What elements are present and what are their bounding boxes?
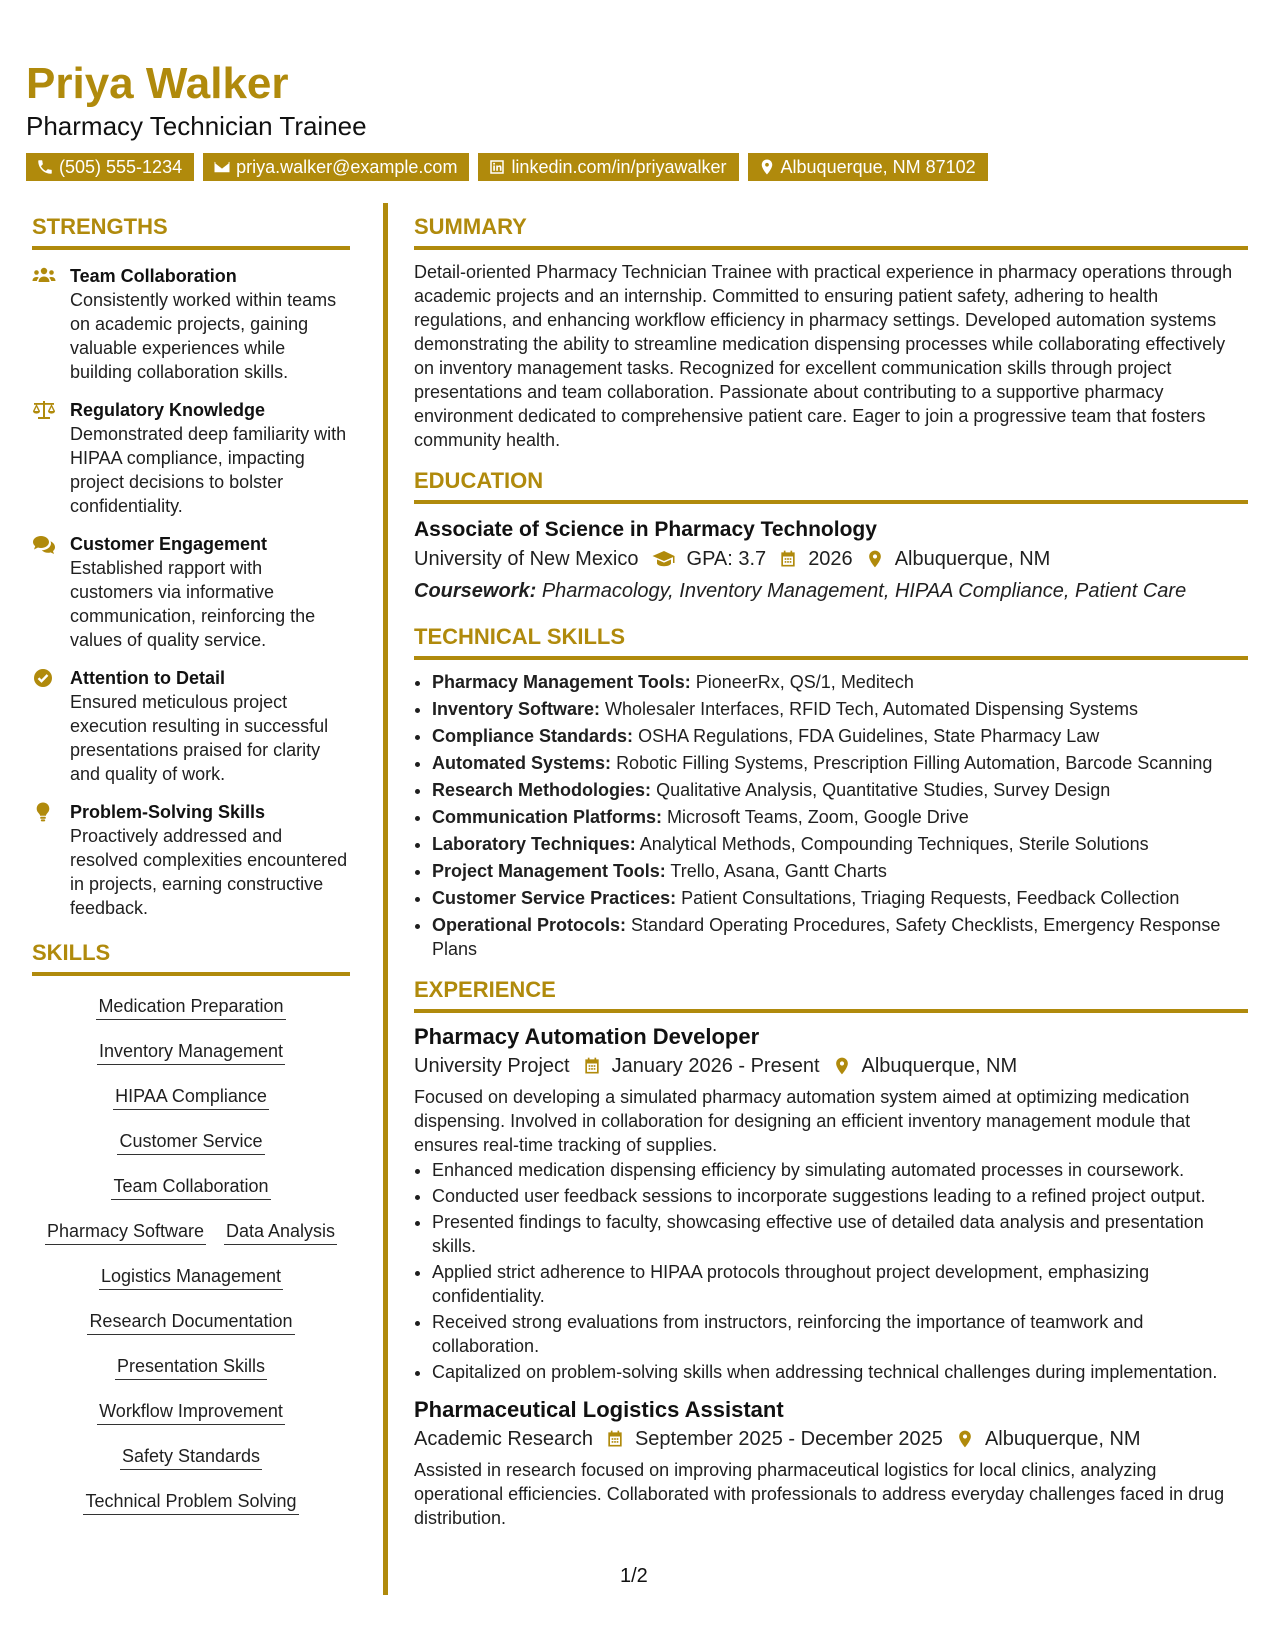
list-item bbox=[432, 886, 1248, 910]
calendar-icon bbox=[778, 549, 798, 569]
contact-linkedin-text: linkedin.com/in/priyawalker bbox=[511, 157, 727, 177]
list-item: • Conducted user feedback sessions to incorporate suggestions leading to a refined project output. bbox=[432, 1184, 1248, 1208]
job-dates: September 2025 - December 2025 bbox=[634, 1428, 943, 1450]
list-item bbox=[432, 751, 1248, 775]
list-item bbox=[432, 778, 1248, 802]
technical-skills-list bbox=[414, 670, 1248, 961]
contact-phone-text: (505) 555-1234 bbox=[59, 157, 183, 177]
job-meta bbox=[414, 1051, 1248, 1081]
scale-icon bbox=[32, 400, 56, 420]
strength-item bbox=[32, 398, 350, 518]
school-location: Albuquerque, NM bbox=[894, 548, 1051, 570]
tech-label: Automated Systems: bbox=[432, 753, 612, 773]
job-description: Focused on developing a simulated pharmacy automation system aimed at optimizing medication dispensing. Involved in collaboration for designing an efficient inventory management module that ensures real-time tracking of supplies. bbox=[414, 1087, 1191, 1155]
strength-item bbox=[32, 532, 350, 652]
tech-label: Laboratory Techniques: bbox=[432, 834, 636, 854]
list-item bbox=[432, 670, 1248, 694]
linkedin-icon bbox=[488, 158, 506, 176]
list-item bbox=[432, 859, 1248, 883]
experience-heading: EXPERIENCE bbox=[414, 979, 1248, 1013]
contact-linkedin[interactable] bbox=[478, 153, 738, 181]
technical-skills-heading: TECHNICAL SKILLS bbox=[414, 626, 1248, 660]
skill-tag: HIPAA Compliance bbox=[113, 1084, 269, 1110]
strength-title: Problem-Solving Skills bbox=[70, 802, 266, 822]
column-divider bbox=[383, 203, 388, 1595]
list-item bbox=[432, 913, 1248, 961]
job-title: Pharmaceutical Logistics Assistant bbox=[414, 1397, 784, 1422]
skills-list bbox=[32, 994, 350, 1534]
graduation-cap-icon bbox=[651, 549, 677, 569]
page-number: 1/2 bbox=[620, 1565, 648, 1587]
tech-value: OSHA Regulations, FDA Guidelines, State Pharmacy Law bbox=[638, 726, 1100, 746]
summary-text: Detail-oriented Pharmacy Technician Trainee with practical experience in pharmacy operations through academic projects and an internship. Committed to ensuring patient safety, adhering to health regulations, and enhancing workflow efficiency in pharmacy settings. Developed automation systems demonstrating the ability to streamline medication dispensing processes while collaborating effectively on inventory management tasks. Recognized for excellent communication skills through project presentations and team collaboration. Passionate about contributing to a supportive pharmacy environment dedicated to comprehensive patient care. Eager to join a progressive team that fosters community health. bbox=[414, 262, 1233, 450]
tech-label: Inventory Software: bbox=[432, 699, 601, 719]
candidate-name: Priya Walker bbox=[26, 59, 289, 108]
coursework-label: Coursework: bbox=[414, 580, 537, 602]
list-item bbox=[432, 805, 1248, 829]
strength-desc: Proactively addressed and resolved complexities encountered in projects, earning constructive feedback. bbox=[70, 826, 348, 918]
coursework-list: Pharmacology, Inventory Management, HIPAA Compliance, Patient Care bbox=[541, 580, 1187, 602]
job-description: Assisted in research focused on improving pharmaceutical logistics for local clinics, analyzing operational efficiencies. Collaborated with professionals to address everyday challenges faced in drug distribution. bbox=[414, 1460, 1225, 1528]
job-title: Pharmacy Automation Developer bbox=[414, 1024, 760, 1049]
skill-tag: Inventory Management bbox=[97, 1039, 285, 1065]
phone-icon bbox=[36, 158, 54, 176]
skill-tag: Logistics Management bbox=[99, 1264, 283, 1290]
gpa: GPA: 3.7 bbox=[686, 548, 767, 570]
list-item: • Applied strict adherence to HIPAA protocols throughout project development, emphasizing confidentiality. bbox=[432, 1260, 1248, 1308]
strength-title: Attention to Detail bbox=[70, 668, 225, 688]
job-bullets bbox=[414, 1158, 1248, 1384]
tech-label: Pharmacy Management Tools: bbox=[432, 672, 691, 692]
tech-value: Qualitative Analysis, Quantitative Studies, Survey Design bbox=[656, 780, 1111, 800]
skill-tag: Data Analysis bbox=[224, 1219, 337, 1245]
strength-desc: Demonstrated deep familiarity with HIPAA compliance, impacting project decisions to bolster confidentiality. bbox=[70, 424, 347, 516]
calendar-icon bbox=[605, 1429, 625, 1449]
list-item: • Presented findings to faculty, showcasing effective use of detailed data analysis and presentation skills. bbox=[432, 1210, 1248, 1258]
tech-label: Research Methodologies: bbox=[432, 780, 652, 800]
strength-desc: Established rapport with customers via informative communication, reinforcing the values of quality service. bbox=[70, 558, 316, 650]
comments-icon bbox=[32, 534, 56, 554]
job-dates: January 2026 - Present bbox=[611, 1055, 820, 1077]
job-org: University Project bbox=[414, 1055, 570, 1077]
lightbulb-icon bbox=[32, 802, 56, 822]
job-meta bbox=[414, 1424, 1248, 1454]
check-circle-icon bbox=[32, 668, 56, 688]
skill-tag: Team Collaboration bbox=[111, 1174, 270, 1200]
contact-email[interactable] bbox=[203, 153, 469, 181]
skill-tag: Medication Preparation bbox=[96, 994, 285, 1020]
skill-tag: Research Documentation bbox=[87, 1309, 294, 1335]
strength-desc: Consistently worked within teams on academic projects, gaining valuable experiences while building collaboration skills. bbox=[70, 290, 337, 382]
tech-value: Patient Consultations, Triaging Requests, Feedback Collection bbox=[681, 888, 1180, 908]
strength-desc: Ensured meticulous project execution resulting in successful presentations praised for clarity and quality of work. bbox=[70, 692, 329, 784]
users-icon bbox=[32, 266, 56, 286]
skill-tag: Pharmacy Software bbox=[45, 1219, 206, 1245]
tech-value: Analytical Methods, Compounding Techniques, Sterile Solutions bbox=[639, 834, 1149, 854]
skill-tag: Safety Standards bbox=[120, 1444, 262, 1470]
location-pin-icon bbox=[758, 158, 776, 176]
strength-title: Regulatory Knowledge bbox=[70, 400, 266, 420]
skills-heading: SKILLS bbox=[32, 942, 350, 976]
contact-bar bbox=[26, 153, 988, 181]
strength-item bbox=[32, 666, 350, 786]
degree-title: Associate of Science in Pharmacy Technology bbox=[414, 518, 877, 541]
tech-label: Project Management Tools: bbox=[432, 861, 666, 881]
skill-tag: Customer Service bbox=[117, 1129, 264, 1155]
skill-tag: Presentation Skills bbox=[115, 1354, 267, 1380]
job-location: Albuquerque, NM bbox=[984, 1428, 1141, 1450]
strength-item bbox=[32, 264, 350, 384]
list-item bbox=[432, 724, 1248, 748]
tech-label: Communication Platforms: bbox=[432, 807, 663, 827]
job-org: Academic Research bbox=[414, 1428, 593, 1450]
strength-title: Customer Engagement bbox=[70, 534, 268, 554]
tech-value: Robotic Filling Systems, Prescription Filling Automation, Barcode Scanning bbox=[616, 753, 1213, 773]
candidate-role: Pharmacy Technician Trainee bbox=[26, 111, 367, 141]
location-pin-icon bbox=[832, 1056, 852, 1076]
contact-location bbox=[748, 153, 988, 181]
skill-tag: Workflow Improvement bbox=[97, 1399, 285, 1425]
contact-email-text: priya.walker@example.com bbox=[236, 157, 458, 177]
list-item: • Received strong evaluations from instructors, reinforcing the importance of teamwork and collaboration. bbox=[432, 1310, 1248, 1358]
skill-tag: Technical Problem Solving bbox=[83, 1489, 298, 1515]
location-pin-icon bbox=[865, 549, 885, 569]
job-location: Albuquerque, NM bbox=[861, 1055, 1018, 1077]
contact-location-text: Albuquerque, NM 87102 bbox=[780, 157, 976, 177]
list-item bbox=[432, 697, 1248, 721]
strength-item bbox=[32, 800, 350, 920]
tech-label: Operational Protocols: bbox=[432, 915, 627, 935]
contact-phone[interactable] bbox=[26, 153, 194, 181]
strength-title: Team Collaboration bbox=[70, 266, 237, 286]
school-name: University of New Mexico bbox=[414, 548, 639, 570]
left-column bbox=[32, 216, 350, 1534]
tech-value: Wholesaler Interfaces, RFID Tech, Automated Dispensing Systems bbox=[605, 699, 1138, 719]
tech-value: Microsoft Teams, Zoom, Google Drive bbox=[667, 807, 969, 827]
list-item: • Enhanced medication dispensing efficiency by simulating automated processes in coursework. bbox=[432, 1158, 1248, 1182]
tech-value: PioneerRx, QS/1, Meditech bbox=[695, 672, 914, 692]
coursework bbox=[414, 576, 1248, 606]
tech-label: Customer Service Practices: bbox=[432, 888, 677, 908]
tech-value: Trello, Asana, Gantt Charts bbox=[670, 861, 887, 881]
envelope-icon bbox=[213, 158, 231, 176]
tech-value: Standard Operating Procedures, Safety Checklists, Emergency Response Plans bbox=[432, 915, 1221, 959]
list-item: • Capitalized on problem-solving skills when addressing technical challenges during implementation. bbox=[432, 1360, 1248, 1384]
summary-heading: SUMMARY bbox=[414, 216, 1248, 250]
list-item bbox=[432, 832, 1248, 856]
education-meta bbox=[414, 544, 1248, 574]
education-heading: EDUCATION bbox=[414, 470, 1248, 504]
calendar-icon bbox=[582, 1056, 602, 1076]
location-pin-icon bbox=[955, 1429, 975, 1449]
right-column bbox=[414, 216, 1248, 1530]
tech-label: Compliance Standards: bbox=[432, 726, 634, 746]
strengths-heading: STRENGTHS bbox=[32, 216, 350, 250]
graduation-year: 2026 bbox=[808, 548, 853, 570]
